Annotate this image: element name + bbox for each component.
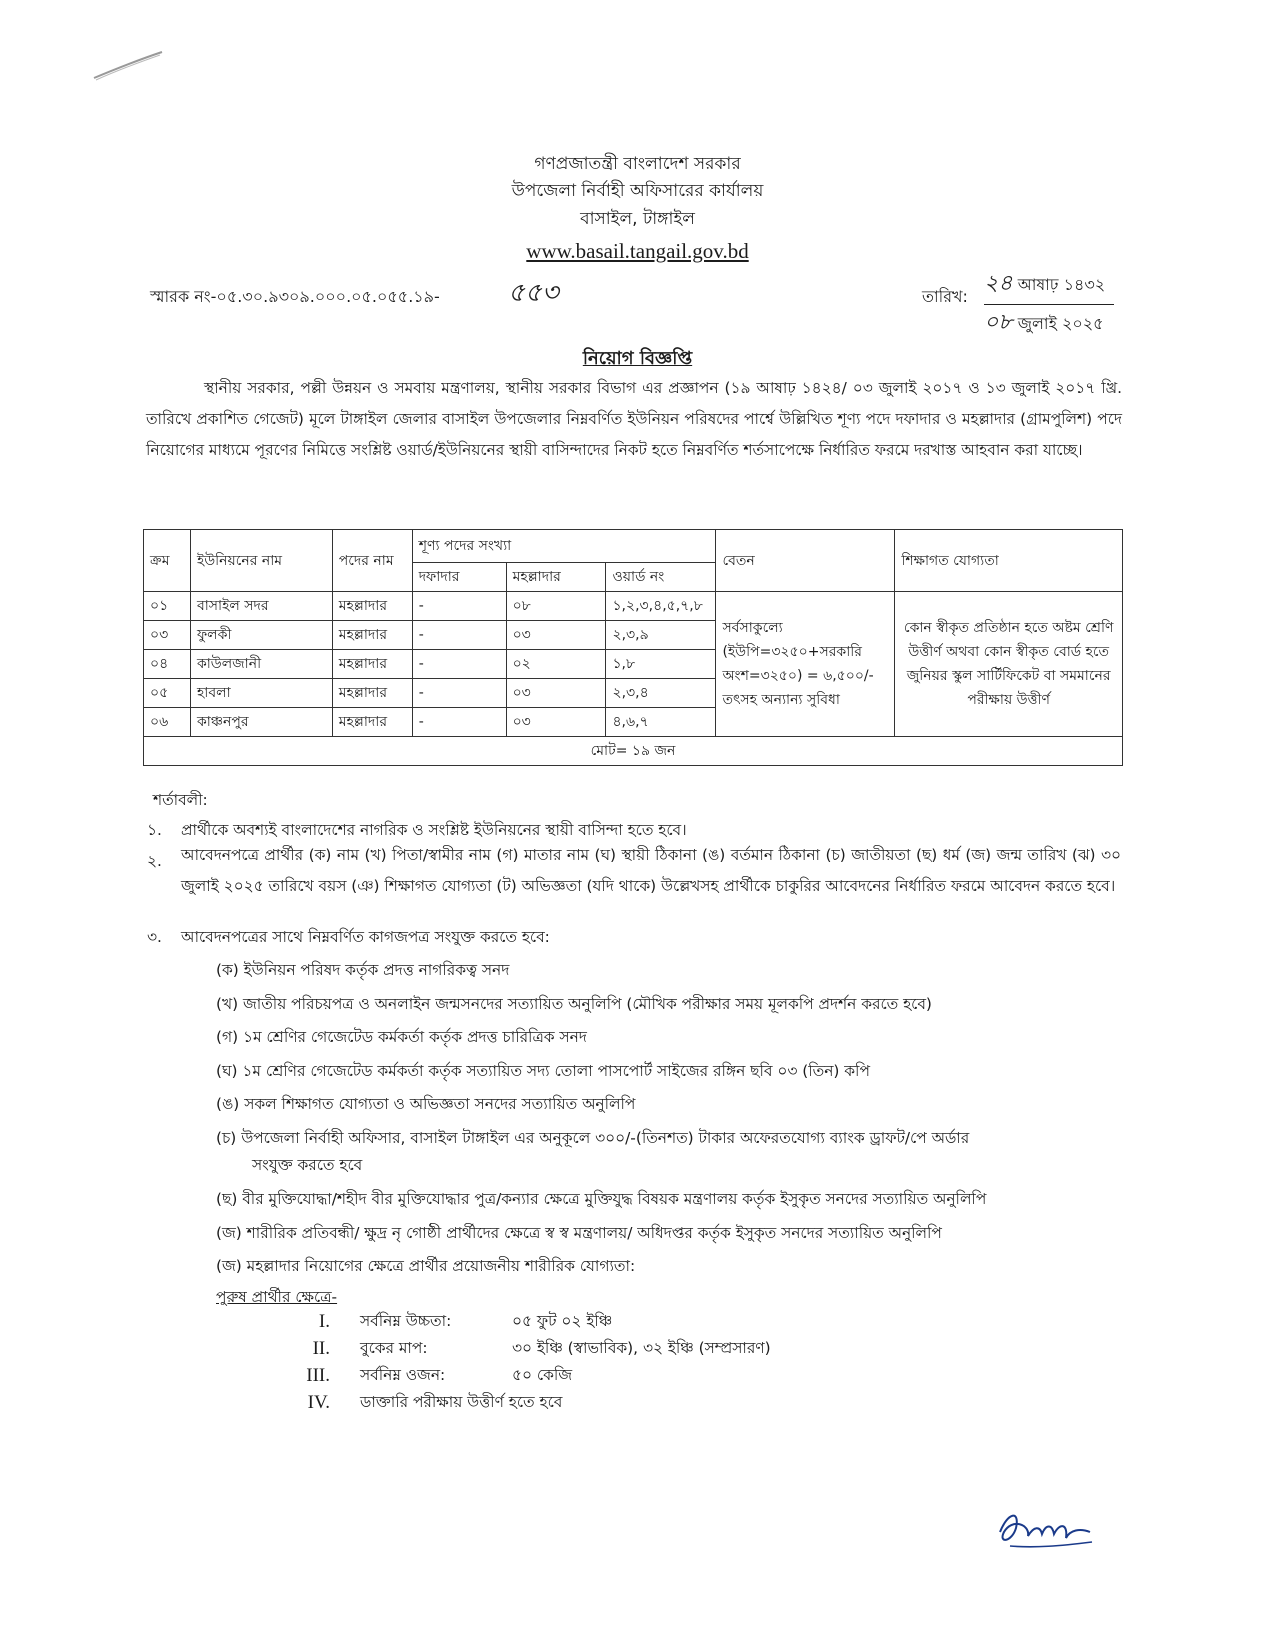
row-dafadar: - [412,650,506,679]
document-cha-line2: সংযুক্ত করতে হবে [252,1156,363,1174]
date-bangla-day-handwritten: ২৪ [984,271,1013,296]
row-post: মহল্লাদার [332,592,412,621]
physical-value: ৫০ কেজি [512,1365,573,1384]
row-ward: ২,৩,৪ [606,679,716,708]
row-post: মহল্লাদার [332,650,412,679]
notice-intro: স্থানীয় সরকার, পল্লী উন্নয়ন ও সমবায় মন্ত্রণালয়, স্থানীয় সরকার বিভাগ এর প্রজ্ঞাপন (১৯ আষাঢ় ১৪২৪/ ০৩ জুলাই ২০১৭ ও ১৩ জুলাই ২০১৭ খ্রি. তারিখে প্রকাশিত গেজেট) মূলে টাঙ্গাইল জেলার বাসাইল উপজেলার নিম্নবর্ণিত ইউনিয়ন পরিষদের পার্শ্বে উল্লিখিত শূণ্য পদে দফাদার ও মহল্লাদার (গ্রামপুলিশ) পদে নিয়োগের মাধ্যমে পূরণের নিমিত্তে সংশ্লিষ্ট ওয়ার্ড/ইউনিয়নের স্থায়ী বাসিন্দাদের নিকট হতে নিম্নবর্ণিত শর্তসাপেক্ষে নির্ধারিত ফরমে দরখাস্ত আহবান করা যাচ্ছে। [146,379,1122,459]
physical-num: IV. [307,1391,330,1413]
row-mohalladar: ০৮ [506,592,606,621]
physical-label: বুকের মাপ: [360,1338,428,1357]
row-mohalladar: ০৩ [506,621,606,650]
row-ward: ২,৩,৯ [606,621,716,650]
header-dafadar: দফাদার [412,563,506,592]
memo-reference-number-handwritten: ৫৫৩ [508,278,559,308]
document-ja-2: (জ) মহল্লাদার নিয়োগের ক্ষেত্রে প্রার্থীর প্রয়োজনীয় শারীরিক যোগ্যতা: [216,1257,636,1275]
list-item [290,1362,771,1389]
physical-label: সর্বনিম্ন উচ্চতা: [360,1311,452,1330]
document-chha: (ছ) বীর মুক্তিযোদ্ধা/শহীদ বীর মুক্তিযোদ্ধার পুত্র/কন্যার ক্ষেত্রে মুক্তিযুদ্ধ বিষয়ক মন্ত্রণালয় কর্তৃক ইসুকৃত সনদের সত্যায়িত অনুলিপি [216,1190,987,1208]
row-ward: ১,৮ [606,650,716,679]
condition-2-number: ২. [147,852,162,870]
row-mohalladar: ০৩ [506,708,606,737]
list-item [290,1335,771,1362]
row-dafadar: - [412,679,506,708]
notice-title: নিয়োগ বিজ্ঞপ্তি [582,348,693,369]
male-candidate-heading: পুরুষ প্রার্থীর ক্ষেত্রে- [216,1288,338,1306]
condition-3-text: আবেদনপত্রের সাথে নিম্নবর্ণিত কাগজপত্র সংযুক্ত করতে হবে: [181,928,550,946]
education-cell: কোন স্বীকৃত প্রতিষ্ঠান হতে অষ্টম শ্রেণি উত্তীর্ণ অথবা কোন স্বীকৃত বোর্ড হতে জুনিয়র স্কুল সার্টিফিকেট বা সমমানের পরীক্ষায় উত্তীর্ণ [895,592,1123,737]
row-ward: ৪,৬,৭ [606,708,716,737]
row-serial: ০৬ [144,708,191,737]
table-row [144,592,1123,621]
document-cha-line1: (চ) উপজেলা নির্বাহী অফিসার, বাসাইল টাঙ্গাইল এর অনুকূলে ৩০০/-(তিনশত) টাকার অফেরতযোগ্য ব্যাংক ড্রাফট/পে অর্ডার [216,1129,970,1147]
physical-requirements-list [290,1308,771,1416]
header-education: শিক্ষাগত যোগ্যতা [895,530,1123,592]
header-union: ইউনিয়নের নাম [190,530,332,592]
row-union: হাবলা [190,679,332,708]
memo-reference: স্মারক নং-০৫.৩০.৯৩০৯.০০০.০৫.০৫৫.১৯- [150,287,440,306]
row-post: মহল্লাদার [332,708,412,737]
header-mohalladar: মহল্লাদার [506,563,606,592]
physical-label: সর্বনিম্ন ওজন: [360,1365,446,1384]
condition-1-text: প্রার্থীকে অবশ্যই বাংলাদেশের নাগরিক ও সংশ্লিষ্ট ইউনিয়নের স্থায়ী বাসিন্দা হতে হবে। [181,821,687,839]
physical-value: ৩০ ইঞ্চি (স্বাভাবিক), ৩২ ইঞ্চি (সম্প্রসারণ) [512,1338,771,1357]
header-location: বাসাইল, টাঙ্গাইল [580,209,695,229]
salary-cell: সর্বসাকুল্যে (ইউপি=৩২৫০+সরকারি অংশ=৩২৫০) = ৬,৫০০/- তৎসহ অন্যান্য সুবিধা [716,592,895,737]
row-serial: ০৫ [144,679,191,708]
document-kha: (খ) জাতীয় পরিচয়পত্র ও অনলাইন জন্মসনদের সত্যায়িত অনুলিপি (মৌখিক পরীক্ষার সময় মূলকপি প্রদর্শন করতে হবে) [216,995,932,1013]
date-bangla-rest: আষাঢ় ১৪৩২ [1017,275,1106,294]
list-item [290,1308,771,1335]
date-label: তারিখ: [922,287,968,306]
header-office: উপজেলা নির্বাহী অফিসারের কার্যালয় [511,181,764,201]
row-union: বাসাইল সদর [190,592,332,621]
condition-2-text: আবেদনপত্রে প্রার্থীর (ক) নাম (খ) পিতা/স্বামীর নাম (গ) মাতার নাম (ঘ) স্থায়ী ঠিকানা (ঙ) বর্তমান ঠিকানা (চ) জাতীয়তা (ছ) ধর্ম (জ) জন্ম তারিখ (ঝ) ৩০ জুলাই ২০২৫ তারিখে বয়স (ঞ) শিক্ষাগত যোগ্যতা (ট) অভিজ্ঞতা (যদি থাকে) উল্লেখসহ প্রার্থীকে চাকুরির আবেদনের নির্ধারিত ফরমে আবেদন করতে হবে। [181,846,1121,895]
date-block [984,266,1114,342]
vacancy-table [143,529,1123,766]
conditions-heading: শর্তাবলী: [153,791,208,809]
row-dafadar: - [412,621,506,650]
row-dafadar: - [412,592,506,621]
document-uo: (ঙ) সকল শিক্ষাগত যোগ্যতা ও অভিজ্ঞতা সনদের সত্যায়িত অনুলিপি [216,1095,636,1113]
pen-mark-scribble [88,46,168,86]
row-mohalladar: ০২ [506,650,606,679]
condition-3-number: ৩. [147,928,162,946]
row-dafadar: - [412,708,506,737]
row-post: মহল্লাদার [332,679,412,708]
table-total: মোট= ১৯ জন [144,737,1123,766]
date-english-day-handwritten: ০৮ [984,310,1013,335]
row-serial: ০১ [144,592,191,621]
physical-label: ডাক্তারি পরীক্ষায় উত্তীর্ণ হতে হবে [360,1392,563,1411]
row-serial: ০৩ [144,621,191,650]
row-union: ফুলকী [190,621,332,650]
header-ward: ওয়ার্ড নং [606,563,716,592]
row-post: মহল্লাদার [332,621,412,650]
header-vacancy: শূণ্য পদের সংখ্যা [412,530,716,563]
list-item [290,1389,771,1416]
row-mohalladar: ০৩ [506,679,606,708]
date-english-rest: জুলাই ২০২৫ [1017,314,1104,333]
row-serial: ০৪ [144,650,191,679]
header-salary: বেতন [716,530,895,592]
document-ka: (ক) ইউনিয়ন পরিষদ কর্তৃক প্রদত্ত নাগরিকত্ব সনদ [216,961,510,979]
header-website-link[interactable]: www.basail.tangail.gov.bd [526,239,749,263]
document-ga: (গ) ১ম শ্রেণির গেজেটেড কর্মকর্তা কর্তৃক প্রদত্ত চারিত্রিক সনদ [216,1028,587,1046]
signature [990,1502,1098,1556]
header-post: পদের নাম [332,530,412,592]
physical-num: II. [312,1337,330,1359]
row-union: কাউলজানী [190,650,332,679]
document-gha: (ঘ) ১ম শ্রেণির গেজেটেড কর্মকর্তা কর্তৃক সত্যায়িত সদ্য তোলা পাসপোর্ট সাইজের রঙ্গিন ছবি ০৩ (তিন) কপি [216,1062,870,1080]
condition-1-number: ১. [147,821,162,839]
physical-num: I. [318,1310,330,1332]
document-ja-1: (জ) শারীরিক প্রতিবন্ধী/ ক্ষুদ্র নৃ গোষ্ঠী প্রার্থীদের ক্ষেত্রে স্ব স্ব মন্ত্রণালয়/ অধিদপ্তর কর্তৃক ইসুকৃত সনদের সত্যায়িত অনুলিপি [216,1224,942,1242]
row-union: কাঞ্চনপুর [190,708,332,737]
physical-value: ০৫ ফুট ০২ ইঞ্চি [512,1311,613,1330]
header-serial: ক্রম [144,530,191,592]
header-government: গণপ্রজাতন্ত্রী বাংলাদেশ সরকার [534,154,741,174]
physical-num: III. [306,1364,330,1386]
row-ward: ১,২,৩,৪,৫,৭,৮ [606,592,716,621]
